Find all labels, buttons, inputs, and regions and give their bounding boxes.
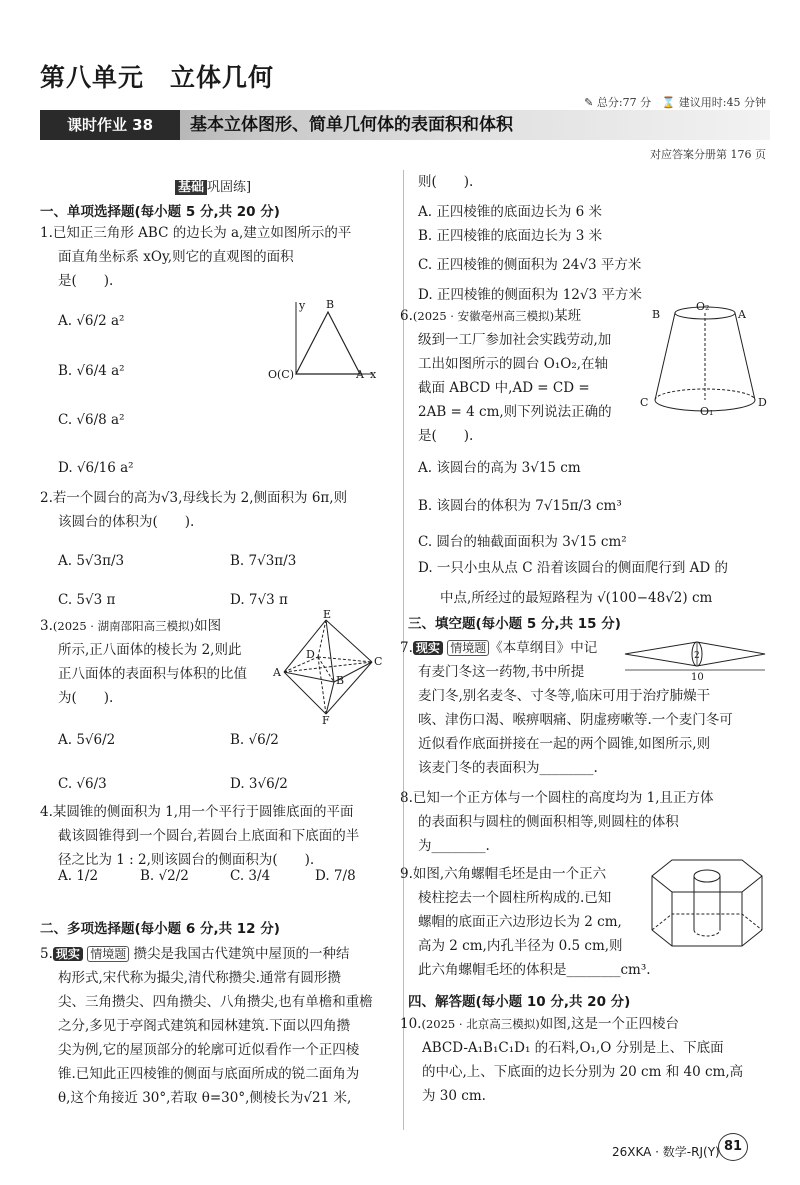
section-fill-blank: 三、填空题(每小题 5 分,共 15 分) — [408, 616, 621, 632]
q3-number: 3. — [40, 618, 53, 634]
q3-label-a: A — [273, 666, 281, 679]
q7-line4: 咳、津伤口渴、喉痹咽痛、阴虚痨嗽等.一个麦门冬可 — [418, 712, 733, 728]
q3-label-d: D — [306, 648, 315, 661]
q6-frustum-figure — [640, 300, 767, 422]
q9-line4: 高为 2 cm,内孔半径为 0.5 cm,则 — [418, 938, 623, 954]
meta-info — [584, 94, 766, 110]
question-2 — [40, 486, 400, 534]
section-single-choice: 一、单项选择题(每小题 5 分,共 20 分) — [40, 204, 280, 220]
section-multiple-choice: 二、多项选择题(每小题 6 分,共 12 分) — [40, 921, 280, 937]
q10-line3: 的中心,上、下底面的边长分别为 20 cm 和 40 cm,高 — [422, 1064, 744, 1080]
q3-source: (2025 · 湖南邵阳高三模拟) — [52, 619, 195, 633]
q6-option-d-line1: D. 一只小虫从点 C 沿着该圆台的侧面爬行到 AD 的 — [418, 560, 728, 576]
q3-line4: 为( ). — [58, 690, 114, 706]
q9-line2: 棱柱挖去一个圆柱所构成的.已知 — [418, 890, 612, 906]
q5-line7: θ,这个角接近 30°,若取 θ=30°,侧棱长为√21 米, — [58, 1090, 352, 1106]
q7-number: 7. — [400, 640, 413, 656]
q7-double-cone-figure — [620, 636, 770, 683]
q4-line2: 截该圆锥得到一个圆台,若圆台上底面和下底面的半 — [58, 828, 360, 844]
page-number: 81 — [718, 1133, 748, 1161]
question-3 — [40, 614, 280, 710]
q6-line3: 工出如图所示的圆台 O₁O₂,在轴 — [418, 356, 609, 372]
q6-label-c: C — [640, 396, 649, 409]
q3-label-e: E — [323, 608, 332, 621]
q5-line5: 尖为例,它的屋顶部分的轮廓可近似看作一个正四棱 — [58, 1042, 360, 1058]
q7-line6: 该麦门冬的表面积为________. — [418, 760, 598, 776]
q3-label-f: F — [322, 714, 330, 727]
q1-option-b: B. √6/4 a² — [58, 363, 125, 379]
q4-option-a: A. 1/2 — [58, 868, 99, 884]
q6-label-b: B — [652, 308, 661, 321]
q1-option-d: D. √6/16 a² — [58, 460, 134, 476]
q3-line1: 如图 — [194, 618, 222, 634]
q6-line5: 2AB = 4 cm,则下列说法正确的 — [418, 404, 612, 420]
unit-title: 第八单元 立体几何 — [40, 63, 275, 92]
question-4 — [40, 800, 400, 872]
q10-line1: 如图,这是一个正四棱台 — [539, 1016, 679, 1032]
basic-badge-text: 巩固练 — [207, 180, 247, 195]
basic-badge-label: 基础 — [175, 180, 207, 195]
q3-line3: 正八面体的表面积与体积的比值 — [58, 666, 247, 682]
q4-line1: 4.某圆锥的侧面积为 1,用一个平行于圆锥底面的平面 — [40, 804, 354, 820]
q4-option-b: B. √2/2 — [140, 868, 189, 884]
q7-line3: 麦门冬,别名麦冬、寸冬等,临床可用于治疗肺燥干 — [418, 688, 711, 704]
q1-line1: 1.已知正三角形 ABC 的边长为 a,建立如图所示的平 — [40, 225, 352, 241]
q8-line2: 的表面积与圆柱的侧面积相等,则圆柱的体积 — [418, 814, 679, 830]
q7-label-length: 10 — [691, 672, 704, 683]
q3-label-c: C — [374, 655, 383, 668]
q6-line6: 是( ). — [418, 428, 474, 444]
q5-option-a: A. 正四棱锥的底面边长为 6 米 — [418, 204, 603, 220]
q7-line5: 近似看作底面拼接在一起的两个圆锥,如图所示,则 — [418, 736, 711, 752]
q3-option-a: A. 5√6/2 — [58, 732, 116, 748]
q1-line3: 是( ). — [58, 273, 114, 289]
q2-option-c: C. 5√3 π — [58, 592, 116, 608]
q5-tag-scenario: 情境题 — [87, 946, 129, 962]
q6-label-o1: O₁ — [700, 405, 714, 418]
q8-line3: 为________. — [418, 838, 490, 854]
q5-option-d: D. 正四棱锥的侧面积为 12√3 平方米 — [418, 287, 642, 303]
footer-reference: 26XKA · 数学-RJ(Y) — [612, 1145, 720, 1159]
q9-line3: 螺帽的底面正六边形边长为 2 cm, — [418, 914, 622, 930]
q5-line8: 则( ). — [418, 174, 474, 190]
q5-tag-reality: 现实 — [53, 947, 83, 961]
q7-line2: 有麦门冬这一药物,书中所提 — [418, 664, 585, 680]
q7-line1: 《本草纲目》中记 — [489, 640, 598, 656]
q10-line2: ABCD-A₁B₁C₁D₁ 的石料,O₁,O 分别是上、下底面 — [422, 1040, 724, 1056]
q7-tag-scenario: 情境题 — [447, 640, 489, 656]
section-solution: 四、解答题(每小题 10 分,共 20 分) — [408, 994, 631, 1010]
total-score: 总分:77 分 — [596, 96, 652, 109]
q7-label-diameter: 2 — [694, 651, 700, 661]
q3-label-b: B — [336, 674, 345, 687]
q6-label-a: A — [738, 308, 746, 321]
q1-option-a: A. √6/2 a² — [58, 313, 125, 329]
q5-option-b: B. 正四棱锥的底面边长为 3 米 — [418, 228, 603, 244]
q4-option-d: D. 7/8 — [315, 868, 356, 884]
q1-option-c: C. √6/8 a² — [58, 412, 125, 428]
q10-number: 10. — [400, 1016, 422, 1032]
q10-source: (2025 · 北京高三模拟) — [421, 1017, 540, 1031]
q3-option-b: B. √6/2 — [230, 732, 279, 748]
q2-line1: 2.若一个圆台的高为√3,母线长为 2,侧面积为 6π,则 — [40, 490, 348, 506]
q6-line4: 截面 ABCD 中,AD = CD = — [418, 380, 590, 396]
lesson-title: 基本立体图形、简单几何体的表面积和体积 — [190, 115, 513, 135]
q1-label-a: A — [356, 368, 364, 381]
q5-line1: 攒尖是我国古代建筑中屋顶的一种结 — [133, 946, 350, 962]
q5-number: 5. — [40, 946, 53, 962]
basic-badge: 基础 巩固练] — [175, 176, 251, 195]
question-6 — [400, 304, 640, 448]
q6-option-b: B. 该圆台的体积为 7√15π/3 cm³ — [418, 498, 622, 514]
suggested-time: 建议用时:45 分钟 — [678, 96, 766, 109]
q5-option-c: C. 正四棱锥的侧面积为 24√3 平方米 — [418, 257, 642, 273]
q6-line2: 级到一工厂参加社会实践劳动,加 — [418, 332, 612, 348]
q5-line4: 之分,多见于亭阁式建筑和园林建筑.下面以四角攒 — [58, 1018, 351, 1034]
q2-option-b: B. 7√3π/3 — [230, 553, 297, 569]
q6-option-c: C. 圆台的轴截面面积为 3√15 cm² — [418, 534, 627, 550]
q3-option-d: D. 3√6/2 — [230, 776, 288, 792]
q1-figure — [268, 296, 378, 384]
q2-line2: 该圆台的体积为( ). — [58, 514, 195, 530]
q5-line6: 锥.已知此正四棱锥的侧面与底面所成的锐二面角为 — [58, 1066, 360, 1082]
q9-line1: 9.如图,六角螺帽毛坯是由一个正六 — [400, 866, 607, 882]
q3-line2: 所示,正八面体的棱长为 2,则此 — [58, 642, 242, 658]
question-8 — [400, 786, 780, 858]
q4-option-c: C. 3/4 — [230, 868, 271, 884]
score-icon: ✎ — [584, 96, 594, 109]
q10-line4: 为 30 cm. — [422, 1088, 486, 1104]
q3-octahedron-figure — [273, 608, 386, 727]
q2-option-a: A. 5√3π/3 — [58, 553, 125, 569]
q6-option-d-line2: 中点,所经过的最短路程为 √(100−48√2) cm — [440, 590, 713, 606]
q8-line1: 8.已知一个正方体与一个圆柱的高度均为 1,且正方体 — [400, 790, 714, 806]
question-5 — [40, 942, 400, 1110]
lesson-tag: 课时作业 38 — [40, 110, 180, 140]
q5-line2: 构形式,宋代称为撮尖,清代称攒尖.通常有圆形攒 — [58, 970, 341, 986]
question-1 — [40, 221, 400, 293]
question-10 — [400, 1012, 780, 1108]
q1-line2: 面直角坐标系 xOy,则它的直观图的面积 — [58, 249, 294, 265]
q1-label-y: y — [299, 299, 306, 312]
q6-line1: 某班 — [554, 308, 582, 324]
q1-label-o: O(C) — [268, 368, 295, 381]
q6-number: 6. — [400, 308, 413, 324]
q6-label-d: D — [758, 396, 767, 409]
q3-option-c: C. √6/3 — [58, 776, 107, 792]
q6-source: (2025 · 安徽亳州高三模拟) — [412, 309, 555, 323]
q9-line5: 此六角螺帽毛坯的体积是________cm³. — [418, 962, 651, 978]
answer-reference: 对应答案分册第 176 页 — [650, 148, 766, 161]
q4-line3: 径之比为 1 : 2,则该圆台的侧面积为( ). — [58, 852, 315, 868]
q1-label-b: B — [326, 298, 335, 311]
q6-option-a: A. 该圆台的高为 3√15 cm — [418, 460, 581, 476]
q2-option-d: D. 7√3 π — [230, 592, 288, 608]
clock-icon: ⌛ — [661, 96, 676, 109]
q1-label-x: x — [370, 368, 377, 381]
q5-line3: 尖、三角攒尖、四角攒尖、八角攒尖,也有单檐和重檐 — [58, 994, 373, 1010]
q6-label-o2: O₂ — [696, 300, 710, 313]
q9-hex-nut-figure — [650, 856, 765, 954]
q7-tag-reality: 现实 — [413, 641, 443, 655]
